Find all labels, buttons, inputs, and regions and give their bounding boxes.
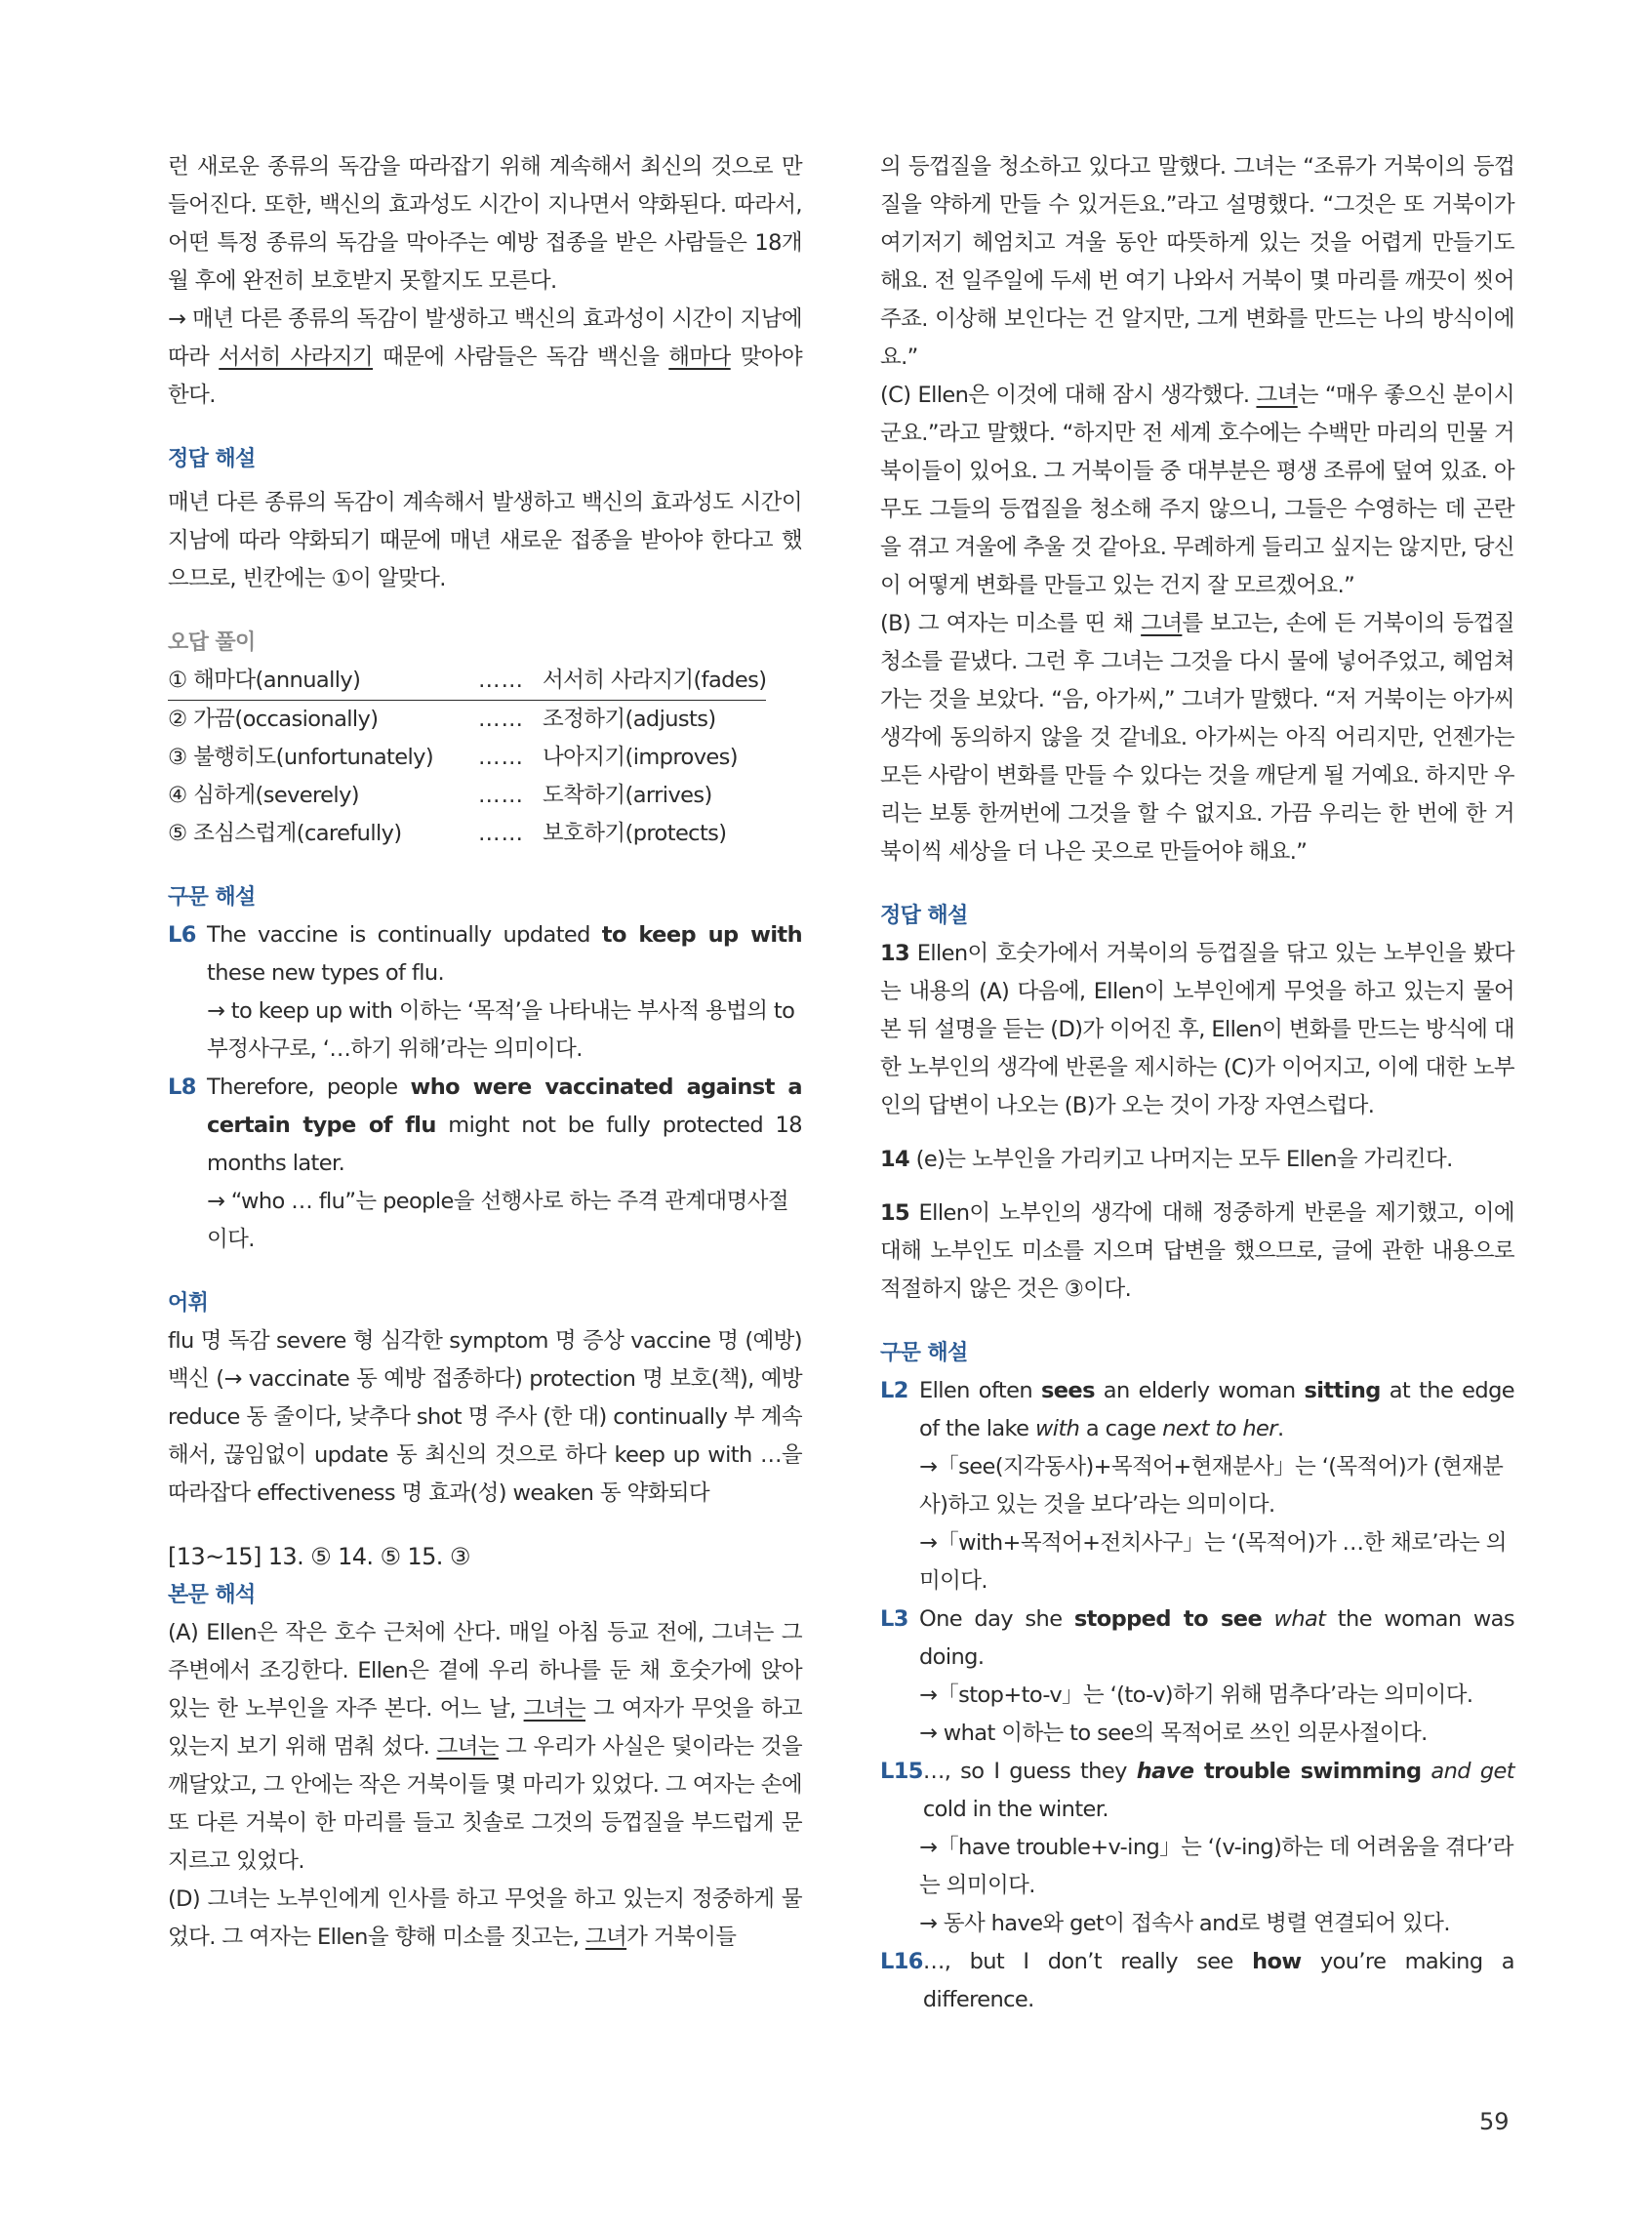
syntax-note: →「see(지각동사)+목적어+현재분사」는 ‘(목적어)가 (현재분사)하고 있는 것을 보다’라는 의미이다. bbox=[919, 1454, 1504, 1518]
answer-heading: 정답 해설 bbox=[880, 904, 968, 928]
underlined-phrase: 해마다 bbox=[668, 344, 731, 370]
syntax-item-l8: L8 Therefore, people who were vaccinated against a certain type of flu might not be fully protected 18 months later. bbox=[168, 1074, 802, 1176]
syntax-item-l6: L6 The vaccine is continually updated to keep up with these new types of flu. bbox=[168, 922, 802, 986]
underlined-phrase: 서서히 사라지기 bbox=[219, 344, 374, 370]
syntax-heading: 구문 해설 bbox=[168, 885, 256, 910]
right-column bbox=[880, 148, 1514, 2019]
passage-heading: 본문 해석 bbox=[168, 1583, 256, 1607]
syntax-note: →「have trouble+v-ing」는 ‘(v-ing)하는 데 어려움을 겪다’라는 의미이다. bbox=[919, 1835, 1513, 1898]
passage-d: (D) 그녀는 노부인에게 인사를 하고 무엇을 하고 있는지 정중하게 물었다. 그 여자는 Ellen을 향해 미소를 짓고는, 그녀가 거북이들 bbox=[168, 1886, 802, 1950]
syntax-heading: 구문 해설 bbox=[880, 1341, 968, 1365]
syntax-note: →「with+목적어+전치사구」는 ‘(목적어)가 …한 채로’라는 의미이다. bbox=[919, 1530, 1507, 1594]
syntax-item-l15: L15 …, so I guess they have trouble swimming and get cold in the winter. bbox=[880, 1759, 1514, 1822]
syntax-note: → “who … flu”는 people을 선행사로 하는 주격 관계대명사절이다. bbox=[207, 1189, 788, 1252]
vocab-list: flu 명 독감 severe 형 심각한 symptom 명 증상 vaccine 명 (예방) 백신 (→ vaccinate 동 예방 접종하다) protection 명 보호(책), 예방 reduce 동 줄이다, 낮추다 shot 명 주사 (한 대) continually 부 계속해서, 끊임없이 update 동 최신의 것으로 하다 keep up with …을 따라잡다 effectiveness 명 효과(성) weaken 동 약화되다 bbox=[168, 1328, 802, 1506]
answer-key: [13~15] 13. ⑤ 14. ⑤ 15. ③ bbox=[168, 1543, 470, 1570]
choice-row: ② 가끔(occasionally) …… 조정하기(adjusts) bbox=[168, 707, 716, 732]
choice-row: ① 해마다(annually) …… 서서히 사라지기(fades) bbox=[168, 662, 802, 701]
syntax-item-l16: L16 …, but I don’t really see how you’re making a difference. bbox=[880, 1949, 1514, 2012]
syntax-note: →「stop+to-v」는 ‘(to-v)하기 위해 멈추다’라는 의미이다. bbox=[919, 1682, 1473, 1708]
passage-d-cont: 의 등껍질을 청소하고 있다고 말했다. 그녀는 “조류가 거북이의 등껍질을 약하게 만들 수 있거든요.”라고 설명했다. “그것은 또 거북이가 여기저기 헤엄치고 겨울 동안 따뜻하게 있는 것을 어렵게 만들기도 해요. 전 일주일에 두세 번 여기 나와서 거북이 몇 마리를 깨끗이 씻어주죠. 이상해 보인다는 건 알지만, 그게 변화를 만드는 나의 방식이에요.” bbox=[880, 154, 1514, 370]
passage-b: (B) 그 여자는 미소를 띤 채 그녀를 보고는, 손에 든 거북이의 등껍질 청소를 끝냈다. 그런 후 그녀는 그것을 다시 물에 넣어주었고, 헤엄쳐 가는 것을 보았다. “음, 아가씨,” 그녀가 말했다. “저 거북이는 아가씨 생각에 동의하지 않을 것 같네요. 아가씨는 아직 어리지만, 언젠가는 모든 사람이 변화를 만들 수 있다는 것을 깨닫게 될 거예요. 하지만 우리는 보통 한꺼번에 그것을 할 수 없지요. 가끔 우리는 한 번에 한 거북이씩 세상을 더 나은 곳으로 만들어야 해요.” bbox=[880, 611, 1514, 865]
answer-heading: 정답 해설 bbox=[168, 447, 256, 471]
left-column bbox=[168, 148, 802, 1957]
choice-row: ④ 심하게(severely) …… 도착하기(arrives) bbox=[168, 783, 712, 808]
syntax-note: → what 이하는 to see의 목적어로 쓰인 의문사절이다. bbox=[919, 1721, 1428, 1746]
vocab-heading: 어휘 bbox=[168, 1291, 209, 1316]
page-number: 59 bbox=[1479, 2108, 1510, 2135]
answer-explanation: 매년 다른 종류의 독감이 계속해서 발생하고 백신의 효과성도 시간이 지남에 따라 약화되기 때문에 매년 새로운 접종을 받아야 한다고 했으므로, 빈칸에는 ①이 알맞다. bbox=[168, 490, 802, 591]
answer-13: 13 Ellen이 호숫가에서 거북이의 등껍질을 닦고 있는 노부인을 봤다는 내용의 (A) 다음에, Ellen이 노부인에게 무엇을 하고 있는지 물어본 뒤 설명을 듣는 (D)가 이어진 후, Ellen이 변화를 만드는 방식에 대한 노부인의 생각에 반론을 제시하는 (C)가 이어지고, 이에 대한 노부인의 답변이 나오는 (B)가 오는 것이 가장 자연스럽다. bbox=[880, 941, 1514, 1118]
wrong-answer-heading: 오답 풀이 bbox=[168, 630, 256, 655]
choice-row: ③ 불행히도(unfortunately) …… 나아지기(improves) bbox=[168, 745, 738, 770]
passage-a: (A) Ellen은 작은 호수 근처에 산다. 매일 아침 등교 전에, 그녀는 그 주변에서 조깅한다. Ellen은 곁에 우리 하나를 둔 채 호숫가에 앉아 있는 한 노부인을 자주 본다. 어느 날, 그녀는 그 여자가 무엇을 하고 있는지 보기 위해 멈춰 섰다. 그녀는 그 우리가 사실은 덫이라는 것을 깨달았고, 그 안에는 작은 거북이들 몇 마리가 있었다. 그 여자는 손에 또 다른 거북이 한 마리를 들고 칫솔로 그것의 등껍질을 부드럽게 문지르고 있었다. bbox=[168, 1620, 802, 1874]
intro-paragraph: 런 새로운 종류의 독감을 따라잡기 위해 계속해서 최신의 것으로 만들어진다. 또한, 백신의 효과성도 시간이 지나면서 약화된다. 따라서, 어떤 특정 종류의 독감을 막아주는 예방 접종을 받은 사람들은 18개월 후에 완전히 보호받지 못할지도 모른다. bbox=[168, 154, 802, 294]
passage-c: (C) Ellen은 이것에 대해 잠시 생각했다. 그녀는 “매우 좋으신 분이시군요.”라고 말했다. “하지만 전 세계 호수에는 수백만 마리의 민물 거북이들이 있어요. 그 거북이들 중 대부분은 평생 조류에 덮여 있죠. 아무도 그들의 등껍질을 청소해 주지 않으니, 그들은 수영하는 데 곤란을 겪고 겨울에 추울 것 같아요. 무례하게 들리고 싶지는 않지만, 당신이 어떻게 변화를 만들고 있는 건지 잘 모르겠어요.” bbox=[880, 383, 1514, 598]
choice-row: ⑤ 조심스럽게(carefully) …… 보호하기(protects) bbox=[168, 821, 727, 846]
syntax-note: → to keep up with 이하는 ‘목적’을 나타내는 부사적 용법의 to부정사구로, ‘…하기 위해’라는 의미이다. bbox=[207, 998, 795, 1062]
choices-list bbox=[168, 662, 802, 853]
answer-15: 15 Ellen이 노부인의 생각에 대해 정중하게 반론을 제기했고, 이에 대해 노부인도 미소를 지으며 답변을 했으므로, 글에 관한 내용으로 적절하지 않은 것은 ③이다. bbox=[880, 1200, 1514, 1302]
syntax-item-l2: L2 Ellen often sees an elderly woman sitting at the edge of the lake with a cage next to her. bbox=[880, 1378, 1514, 1441]
summary-paragraph: → 매년 다른 종류의 독감이 발생하고 백신의 효과성이 시간이 지남에 따라 서서히 사라지기 때문에 사람들은 독감 백신을 해마다 맞아야 한다. bbox=[168, 306, 802, 408]
syntax-item-l3: L3 One day she stopped to see what the woman was doing. bbox=[880, 1606, 1514, 1670]
syntax-note: → 동사 have와 get이 접속사 and로 병렬 연결되어 있다. bbox=[919, 1911, 1450, 1936]
answer-14: 14 (e)는 노부인을 가리키고 나머지는 모두 Ellen을 가리킨다. bbox=[880, 1147, 1453, 1172]
